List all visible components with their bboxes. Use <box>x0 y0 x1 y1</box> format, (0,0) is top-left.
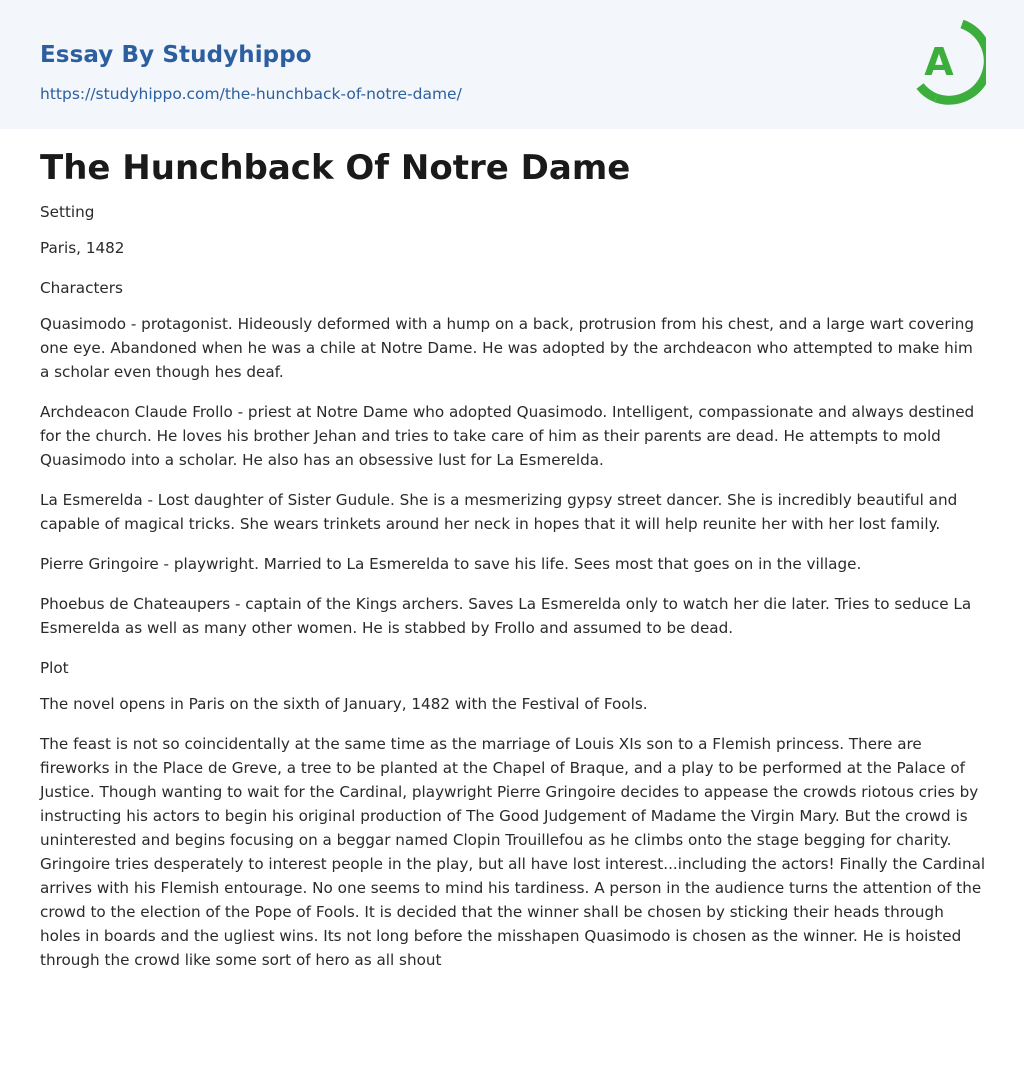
paragraph-characters-heading: Characters <box>40 279 123 297</box>
paragraph-plot-heading: Plot <box>40 659 69 677</box>
paragraph-gringoire: Pierre Gringoire - playwright. Married to La Esmerelda to save his life. Sees most that goes on in the village. <box>40 555 862 573</box>
paragraph-phoebus: Phoebus de Chateaupers - captain of the Kings archers. Saves La Esmerelda only to watch her die later. Tries to seduce La Esmerelda as well as many other women. He is stabbed by Frollo and assumed to be dead. <box>40 595 972 637</box>
paragraph-quasimodo: Quasimodo - protagonist. Hideously deformed with a hump on a back, protrusion from his chest, and a large wart covering one eye. Abandoned when he was a chile at Notre Dame. He was adopted by the archdeacon who attempted to make him a scholar even though hes deaf. <box>40 315 975 381</box>
paragraph-setting-heading: Setting <box>40 203 95 221</box>
source-url-link[interactable]: https://studyhippo.com/the-hunchback-of-notre-dame/ <box>40 85 462 103</box>
logo-letter: A <box>924 40 954 84</box>
paragraph-esmerelda: La Esmerelda - Lost daughter of Sister Gudule. She is a mesmerizing gypsy street dancer. She is incredibly beautiful and capable of magical tricks. She wears trinkets around her neck in hopes that it will help reunite her with her lost family. <box>40 491 958 533</box>
paragraph-plot-opening: The novel opens in Paris on the sixth of January, 1482 with the Festival of Fools. <box>40 695 648 713</box>
article-body <box>40 146 986 988</box>
brand-title[interactable]: Essay By Studyhippo <box>40 42 312 68</box>
paragraph-frollo: Archdeacon Claude Frollo - priest at Notre Dame who adopted Quasimodo. Intelligent, compassionate and always destined for the church. He loves his brother Jehan and tries to take care of him as their parents are dead. He attempts to mold Quasimodo into a scholar. He also has an obsessive lust for La Esmerelda. <box>40 403 975 469</box>
site-header <box>0 0 1024 129</box>
page-title: The Hunchback Of Notre Dame <box>40 148 631 188</box>
studyhippo-logo-icon[interactable] <box>912 18 986 106</box>
paragraph-setting: Paris, 1482 <box>40 239 125 257</box>
paragraph-plot-feast: The feast is not so coincidentally at the same time as the marriage of Louis XIs son to a Flemish princess. There are fireworks in the Place de Greve, a tree to be planted at the Chapel of Braque, and a play to be performed at the Palace of Justice. Though wanting to wait for the Cardinal, playwright Pierre Gringoire decides to appease the crowds riotous cries by instructing his actors to begin his original production of The Good Judgement of Madame the Virgin Mary. But the crowd is uninterested and begins focusing on a beggar named Clopin Trouillefou as he climbs onto the stage begging for charity. Gringoire tries desperately to interest people in the play, but all have lost interest...including the actors! Finally the Cardinal arrives with his Flemish entourage. No one seems to mind his tardiness. A person in the audience turns the attention of the crowd to the election of the Pope of Fools. It is decided that the winner shall be chosen by sticking their heads through holes in boards and the ugliest wins. Its not long before the misshapen Quasimodo is chosen as the winner. He is hoisted through the crowd like some sort of hero as all shout <box>40 735 986 969</box>
